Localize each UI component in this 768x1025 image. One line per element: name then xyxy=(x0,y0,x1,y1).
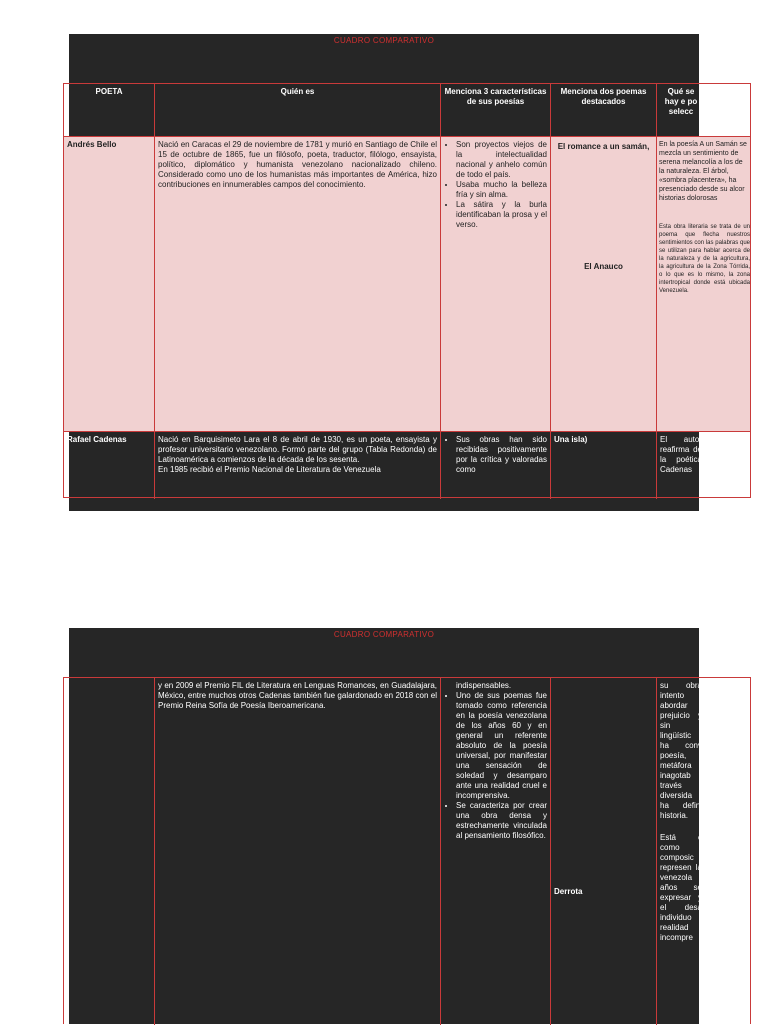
table-row xyxy=(64,137,750,432)
comparison-table-page-1 xyxy=(63,83,751,498)
table-row xyxy=(64,432,750,499)
poem-title: El Anauco xyxy=(584,262,623,271)
poem-description xyxy=(657,137,752,432)
poet-characteristics xyxy=(441,137,551,432)
characteristic-continuation: indispensables. xyxy=(456,681,512,690)
document-title: CUADRO COMPARATIVO xyxy=(333,630,435,639)
poem-title: Derrota xyxy=(554,887,583,896)
poem-title: Una isla) xyxy=(551,432,657,499)
poet-characteristics xyxy=(441,432,551,499)
table-row xyxy=(64,678,750,1025)
characteristic-item: • Se caracteriza por crear una obra densa y estrechamente vinculada al pensamiento filosófico. xyxy=(456,801,547,841)
poet-poems xyxy=(551,678,657,1025)
header-caracteristicas: Menciona 3 características de sus poesías xyxy=(441,84,551,137)
characteristic-item: • Sus obras han sido recibidas positivamente por la crítica y valoradas como xyxy=(456,435,547,475)
poet-bio: Nació en Caracas el 29 de noviembre de 1781 y murió en Santiago de Chile el 15 de octubre de 1865, fue un filósofo, poeta, traductor, filólogo, ensayista, político, diplomático y humanista venezolano nacionalizado chileno. Considerado como uno de los humanistas más importantes de América, hizo contribuciones en innumerables campos del conocimiento. xyxy=(155,137,441,432)
header-poeta: POETA xyxy=(64,84,155,137)
poet-bio: y en 2009 el Premio FIL de Literatura en Lenguas Romances, en Guadalajara, México, entre muchos otros Cadenas también fue galardonado en 2018 con el Premio Reina Sofía de Poesía Iberoamericana. xyxy=(155,678,441,1025)
poet-name: Andrés Bello xyxy=(64,137,155,432)
characteristic-item: • Uno de sus poemas fue tomado como referencia en la poesía venezolana de los años 60 y en general un referente absoluto de la poesía universal, por manifestar una sensación de soledad y desamparo ante una realidad cruel e incomprensiva. xyxy=(456,691,547,801)
header-quien-es: Quién es xyxy=(155,84,441,137)
poem-description xyxy=(657,678,705,1025)
characteristic-item: • Usaba mucho la belleza fría y sin alma. xyxy=(456,180,547,200)
poem-description-2: Esta obra literaria se trata de un poema que flecha nuestros sentimientos con las palabras que se utilizan para hablar acerca de la naturaleza y de la agricultura, la agricultura de la Zona Tórrida, o lo que es lo mismo, la zona intertropical donde está ubicada Venezuela. xyxy=(659,224,750,294)
poem-title: El romance a un samán, xyxy=(557,142,650,151)
poet-poems xyxy=(551,137,657,432)
comparison-table-page-2 xyxy=(63,677,751,1024)
poem-description-2: Está c como composic represen la venezola años se expresar y el desa individuo realidad incompre xyxy=(660,833,702,942)
header-que-se: Qué se hay e po selecc xyxy=(664,87,698,116)
poem-description: El autor reafirma de la poética Cadenas xyxy=(660,435,702,474)
poem-description-1: En la poesía A un Samán se mezcla un sentimiento de serena melancolía a los de la naturaleza. El árbol, «sombra placentera», ha presenciado desde su alcor historias dolorosas xyxy=(659,141,747,202)
table-header-row xyxy=(64,84,750,137)
header-poemas: Menciona dos poemas destacados xyxy=(551,84,657,137)
poem-description-1: su obra intento abordar prejuicio y sin lingüístic ha conv poesía, metáfora inagotab través diversida ha defini historia. xyxy=(660,681,702,820)
characteristic-item: • La sátira y la burla identificaban la prosa y el verso. xyxy=(456,200,547,230)
poet-name-empty xyxy=(64,678,155,1025)
poet-name: Rafael Cadenas xyxy=(64,432,155,499)
characteristic-item: • Son proyectos viejos de la intelectualidad nacional y anhelo común de todo el país. xyxy=(456,140,547,180)
poet-characteristics xyxy=(441,678,551,1025)
poet-bio: Nació en Barquisimeto Lara el 8 de abril de 1930, es un poeta, ensayista y profesor universitario venezolano. Formó parte del grupo (Tabla Redonda) de Latinoamérica a comienzos de la década de los sesenta. En 1985 recibió el Premio Nacional de Literatura de Venezuela xyxy=(155,432,441,499)
document-title: CUADRO COMPARATIVO xyxy=(333,36,435,45)
